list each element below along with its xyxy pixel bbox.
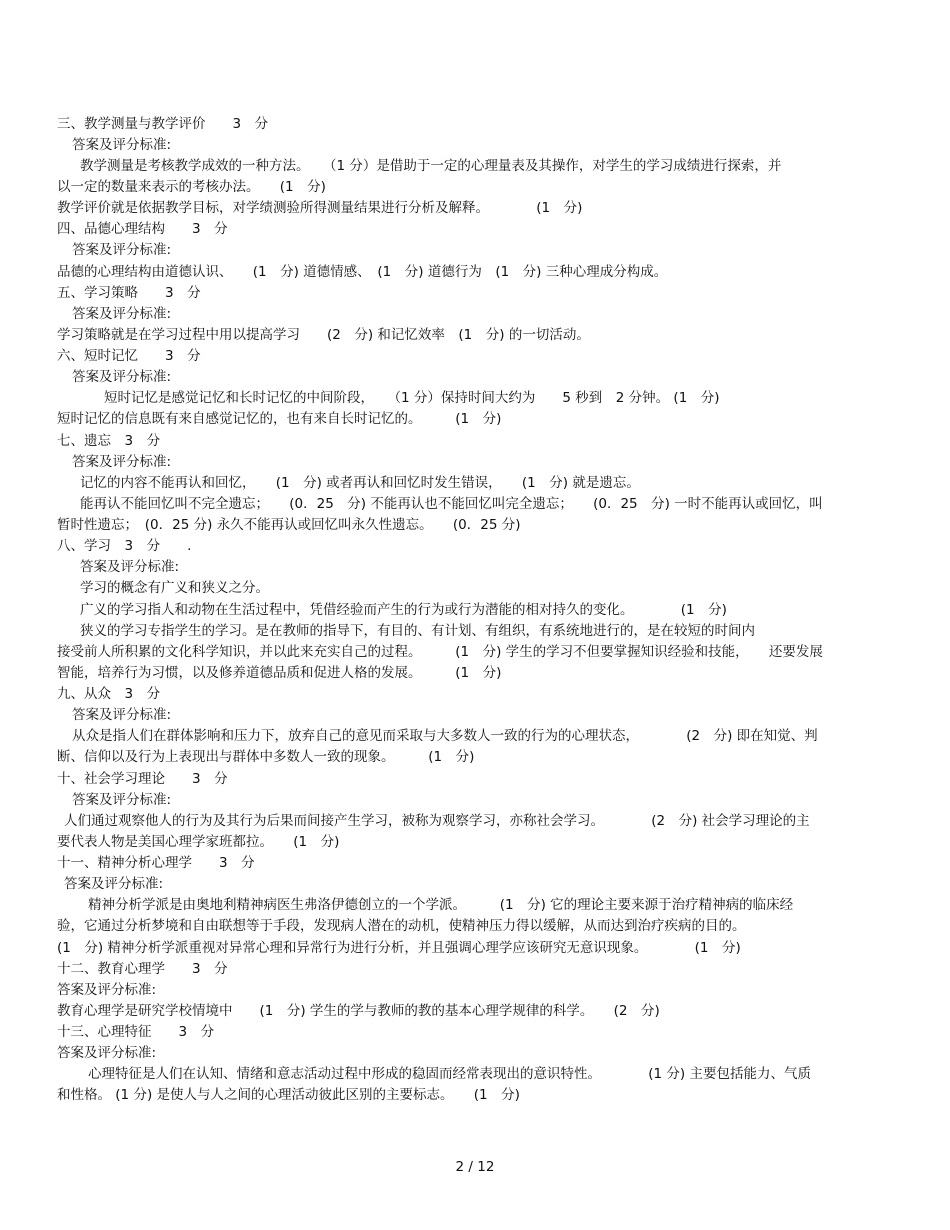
section-heading: 九、从众 3 分: [57, 686, 161, 702]
page-number: 2 / 12: [455, 1159, 495, 1175]
answer-line: 智能，培养行为习惯，以及修养道德品质和促进人格的发展。 (1 分): [57, 665, 502, 681]
criteria-label: 答案及评分标准:: [72, 369, 172, 385]
answer-line: (1 分) 精神分析学派重视对异常心理和异常行为进行分析，并且强调心理学应该研究无意识现象。 (1 分): [57, 940, 741, 956]
section-heading: 五、学习策略 3 分: [57, 285, 201, 301]
answer-line: 验，它通过分析梦境和自由联想等于手段，发现病人潜在的动机，使精神压力得以缓解，从而达到治疗疾病的目的。: [57, 918, 746, 934]
section-heading: 十二、教育心理学 3 分: [57, 961, 228, 977]
section-heading: 六、短时记忆 3 分: [57, 348, 201, 364]
section-heading: 三、教学测量与教学评价 3 分: [57, 116, 269, 132]
answer-line: 暂时性遗忘； (0．25 分) 永久不能再认或回忆叫永久性遗忘。 (0．25 分): [57, 517, 521, 533]
criteria-label: 答案及评分标准:: [72, 707, 172, 723]
answer-line: 精神分析学派是由奥地利精神病医生弗洛伊德创立的一个学派。 (1 分) 它的理论主要来源于治疗精神病的临床经: [88, 897, 794, 913]
criteria-label: 答案及评分标准:: [57, 982, 157, 998]
criteria-label: 答案及评分标准:: [72, 454, 172, 470]
answer-line: 和性格。 (1 分) 是使人与人之间的心理活动彼此区别的主要标志。 (1 分): [57, 1087, 520, 1103]
criteria-label: 答案及评分标准:: [64, 876, 164, 892]
section-heading: 七、遗忘 3 分: [57, 433, 161, 449]
answer-line: 接受前人所积累的文化科学知识，并以此来充实自己的过程。 (1 分) 学生的学习不但要掌握知识经验和技能， 还要发展: [57, 644, 823, 660]
answer-line: 狭义的学习专指学生的学习。是在教师的指导下，有目的、有计划、有组织，有系统地进行的，是在较短的时间内: [80, 623, 755, 639]
answer-line: 从众是指人们在群体影响和压力下，放弃自己的意见而采取与大多数人一致的行为的心理状态， (2 分) 即在知觉、判: [72, 728, 818, 744]
answer-line: 能再认不能回忆叫不完全遗忘； (0．25 分) 不能再认也不能回忆叫完全遗忘； (0．25 分) 一时不能再认或回忆，叫: [80, 496, 823, 512]
section-heading: 十、社会学习理论 3 分: [57, 771, 228, 787]
answer-line: 品德的心理结构由道德认识、 (1 分) 道德情感、 (1 分) 道德行为 (1 分) 三种心理成分构成。: [57, 264, 668, 280]
criteria-label: 答案及评分标准:: [72, 792, 172, 808]
answer-line: 教学测量是考核教学成效的一种方法。 （1 分）是借助于一定的心理量表及其操作，对学生的学习成绩进行探索，并: [80, 158, 782, 174]
answer-line: 广义的学习指人和动物在生活过程中，凭借经验而产生的行为或行为潜能的相对持久的变化。 (1 分): [80, 602, 727, 618]
section-heading: 十三、心理特征 3 分: [57, 1024, 215, 1040]
section-heading: 八、学习 3 分 .: [57, 538, 192, 554]
criteria-label: 答案及评分标准:: [80, 559, 180, 575]
answer-line: 心理特征是人们在认知、情绪和意志活动过程中形成的稳固而经常表现出的意识特性。 (1 分) 主要包括能力、气质: [88, 1066, 811, 1082]
answer-line: 记忆的内容不能再认和回忆， (1 分) 或者再认和回忆时发生错误， (1 分) 就是遗忘。: [80, 475, 640, 491]
answer-line: 以一定的数量来表示的考核办法。 (1 分): [57, 179, 326, 195]
answer-line: 教学评价就是依据教学目标，对学绩测验所得测量结果进行分析及解释。 (1 分): [57, 200, 583, 216]
section-heading: 四、品德心理结构 3 分: [57, 221, 228, 237]
criteria-label: 答案及评分标准:: [72, 306, 172, 322]
criteria-label: 答案及评分标准:: [72, 137, 172, 153]
answer-line: 断、信仰以及行为上表现出与群体中多数人一致的现象。 (1 分): [57, 749, 475, 765]
answer-line: 短时记忆的信息既有来自感觉记忆的，也有来自长时记忆的。 (1 分): [57, 411, 502, 427]
answer-line: 教育心理学是研究学校情境中 (1 分) 学生的学与教师的教的基本心理学规律的科学。 (2 分): [57, 1003, 660, 1019]
criteria-label: 答案及评分标准:: [57, 1045, 157, 1061]
answer-line: 学习的概念有广义和狭义之分。: [80, 580, 269, 596]
answer-line: 人们通过观察他人的行为及其行为后果而间接产生学习，被称为观察学习，亦称社会学习。 (2 分) 社会学习理论的主: [64, 813, 810, 829]
section-heading: 十一、精神分析心理学 3 分: [57, 855, 255, 871]
criteria-label: 答案及评分标准:: [72, 242, 172, 258]
answer-line: 要代表人物是美国心理学家班都拉。 (1 分): [57, 834, 340, 850]
answer-line: 短时记忆是感觉记忆和长时记忆的中间阶段， （1 分）保持时间大约为 5 秒到 2 分钟。 (1 分): [104, 390, 720, 406]
answer-line: 学习策略就是在学习过程中用以提高学习 (2 分) 和记忆效率 (1 分) 的一切活动。: [57, 327, 590, 343]
